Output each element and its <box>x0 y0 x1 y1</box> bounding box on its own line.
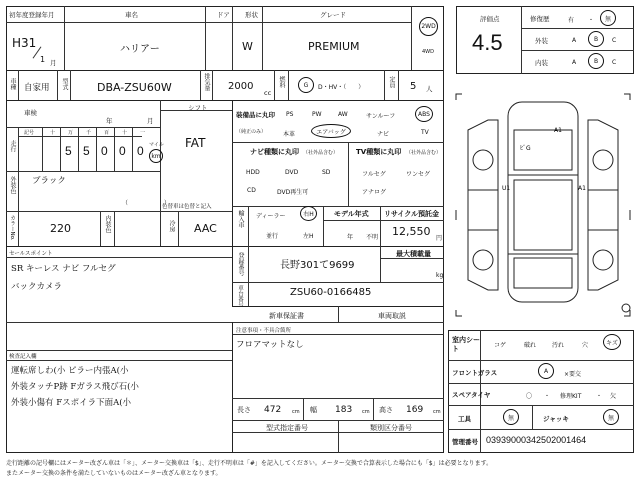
spare-kit: 修理KIT <box>560 393 582 400</box>
option-leather: 本革 <box>283 131 296 138</box>
divider <box>6 211 232 212</box>
recycle-label: リサイクル預託金 <box>384 210 440 218</box>
month-unit: 月 <box>50 59 57 67</box>
interior-color-label: 内装色 <box>104 215 111 233</box>
ac-value: AAC <box>194 222 217 235</box>
yen-unit: 円 <box>436 235 443 242</box>
divider <box>338 306 339 322</box>
odo-unit: 一 <box>140 130 146 136</box>
navi-dvd: DVD <box>285 169 299 176</box>
reg-no-value: 長野301て9699 <box>280 260 355 271</box>
door-label: ドア <box>217 11 230 19</box>
divider <box>232 432 444 433</box>
divider <box>288 70 289 100</box>
color-paren: （ ） <box>122 200 171 207</box>
ac-label: 冷房 <box>168 220 175 232</box>
divider <box>232 6 233 70</box>
seat-tear: 破れ <box>524 342 537 349</box>
capacity-label: 定員 <box>388 76 395 88</box>
inspection-month: 月 <box>147 117 154 125</box>
divider <box>232 322 233 453</box>
repair-yes: 有 <box>568 17 575 24</box>
abs-circle: ABS <box>415 106 433 122</box>
odo-digit: 5 <box>65 144 72 158</box>
divider <box>232 282 444 283</box>
spare-ok: 〇 <box>526 393 533 400</box>
reg-month: 1 <box>40 55 46 64</box>
color-value: ブラック <box>32 176 66 186</box>
km-circle: km <box>149 149 163 163</box>
shift-label: シフト <box>188 104 208 112</box>
inspection-label: 車検 <box>24 109 37 117</box>
import-parallel: 並行 <box>266 233 279 240</box>
divider <box>448 360 634 361</box>
divider <box>6 322 444 323</box>
shape-label: 形状 <box>245 11 258 19</box>
divider <box>380 206 381 246</box>
odo-unit: 万 <box>68 130 74 136</box>
notes-label: 注意事項・不具合箇所 <box>236 328 292 334</box>
kg-unit: kg <box>436 272 444 279</box>
length-label: 長さ <box>237 406 251 414</box>
interior-a: A <box>572 59 577 66</box>
width-value: 183 <box>335 405 353 415</box>
dmg-ke-g: ﾋﾞG <box>520 145 531 152</box>
exterior-a: A <box>572 37 577 44</box>
odo-digit: 5 <box>83 144 90 158</box>
divider <box>96 127 97 171</box>
color-no-label: カラーNo. <box>9 215 15 241</box>
recycle-value: 12,550 <box>392 225 431 238</box>
tools-none-circle: 無 <box>503 409 519 425</box>
cc-unit: cc <box>264 89 272 97</box>
divider <box>6 22 411 23</box>
spare-missing: 欠 <box>610 393 617 400</box>
interior-b-circle: B <box>588 53 604 69</box>
tools-label: 工具 <box>458 415 471 423</box>
option-ps: PS <box>286 111 294 118</box>
dot: ・ <box>588 17 595 24</box>
divider <box>42 127 43 171</box>
type-design-label: 型式指定番号 <box>266 424 308 432</box>
interior-c: C <box>612 59 617 66</box>
divider <box>232 100 233 246</box>
height-label: 高さ <box>379 406 393 414</box>
model-value: DBA-ZSU60W <box>97 81 172 94</box>
divider <box>521 50 634 51</box>
divider <box>384 70 385 100</box>
divider <box>6 70 444 71</box>
inspector-line3: 外装小傷有 Fスポイラ下面A(小 <box>11 398 132 408</box>
divider <box>18 171 19 211</box>
mileage-label: 走行 <box>9 140 16 152</box>
car-name-label: 車名 <box>125 11 138 19</box>
width-label: 幅 <box>310 406 317 414</box>
shift-value: FAT <box>185 136 206 150</box>
sales-point-label: セールスポイント <box>9 251 53 257</box>
divider <box>6 100 444 101</box>
divider <box>57 70 58 100</box>
interior-label: 内装 <box>535 59 548 67</box>
option-navi: ナビ <box>377 131 390 138</box>
odo-unit: 百 <box>104 130 110 136</box>
divider <box>160 110 232 111</box>
model-year-unit: 年 <box>347 234 354 241</box>
odo-digit: 0 <box>137 144 144 158</box>
divider <box>114 127 115 171</box>
exterior-c: C <box>612 37 617 44</box>
divider <box>521 6 522 74</box>
repair-no-circle: 無 <box>600 10 616 26</box>
right-hand-circle: 右H <box>300 206 317 221</box>
import-dealer: ディーラー <box>256 213 286 220</box>
navi-sd: SD <box>322 169 331 176</box>
usage-value: 自家用 <box>24 83 50 93</box>
airbag-circle: エアバッグ <box>311 124 351 138</box>
seat-hole: 穴 <box>582 342 589 349</box>
option-pw: PW <box>312 111 322 118</box>
navi-dvd-play: DVD再生可 <box>277 189 309 196</box>
model-year-label: モデル年式 <box>334 210 369 218</box>
divider <box>232 142 444 143</box>
divider <box>398 70 399 100</box>
reg-no-label: 登録番号 <box>237 252 244 276</box>
divider <box>114 211 115 246</box>
length-value: 472 <box>264 405 282 415</box>
dot: ・ <box>544 393 551 400</box>
divider <box>248 246 249 306</box>
exterior-label: 外装 <box>535 37 548 45</box>
capacity-unit: 人 <box>426 85 433 93</box>
seat-scratch-circle: キズ <box>603 334 621 350</box>
tv-oneseg: ワンセグ <box>406 171 431 178</box>
displacement-value: 2000 <box>228 81 254 92</box>
divider <box>6 257 232 258</box>
divider <box>232 206 444 207</box>
sales-point-line2: バックカメラ <box>11 282 63 292</box>
import-label: 輸入車 <box>237 210 244 228</box>
navi-label: ナビ種類に丸印 <box>250 148 299 156</box>
dmg-a1-side: A1 <box>578 185 586 192</box>
divider <box>232 398 444 399</box>
score-value: 4.5 <box>472 30 503 55</box>
jack-label: ジャッキ <box>543 415 569 423</box>
color-no-value: 220 <box>50 222 71 235</box>
divider <box>78 127 79 171</box>
tv-analog: アナログ <box>362 189 387 196</box>
divider <box>532 405 533 429</box>
color-label: 外装色 <box>9 176 16 194</box>
option-sunroof: サンルーフ <box>366 113 396 120</box>
navi-cd: CD <box>247 187 256 194</box>
divider <box>132 127 133 171</box>
model-label: 型式 <box>61 78 68 90</box>
usage-label: 車種 <box>9 78 16 90</box>
dot: ・ <box>596 393 603 400</box>
divider <box>303 398 304 420</box>
divider <box>18 136 142 137</box>
odometer-grid <box>18 127 164 171</box>
grade-value: PREMIUM <box>308 40 360 53</box>
divider <box>18 70 19 100</box>
divider <box>64 6 65 70</box>
inspector-line2: 外装タッチP跡 Fガラス飛び石(小 <box>11 382 139 392</box>
jack-none-circle: 無 <box>603 409 619 425</box>
seat-stain: 汚れ <box>552 342 565 349</box>
fuel-options: D・HV・（ ） <box>318 84 365 91</box>
mgmt-label: 管理番号 <box>452 438 478 446</box>
options-sub: （純正のみ） <box>236 129 267 135</box>
seat-label: 室内シート <box>452 336 480 353</box>
mgmt-value: 03939000342502001464 <box>486 435 587 445</box>
shape-value: W <box>242 40 253 53</box>
option-aw: AW <box>338 111 348 118</box>
divider <box>232 246 233 306</box>
divider <box>373 398 374 420</box>
warranty-label: 新車保証書 <box>269 312 304 320</box>
divider <box>448 383 634 384</box>
width-unit: cm <box>362 409 370 415</box>
odo-digit: 0 <box>101 144 108 158</box>
divider <box>212 70 213 100</box>
color-note: 色替車は色替と記入 <box>162 204 212 210</box>
car-damage-diagram <box>448 90 638 322</box>
divider <box>6 350 232 351</box>
fuel-g-circle: G <box>298 77 314 93</box>
navi-hdd: HDD <box>246 169 260 176</box>
grade-label: グレード <box>320 11 346 19</box>
chassis-label: 車台番号 <box>237 285 243 307</box>
divider <box>323 220 444 221</box>
capacity-value: 5 <box>410 81 417 92</box>
divider <box>100 211 101 246</box>
divider <box>348 142 349 206</box>
divider <box>6 171 160 172</box>
chassis-value: ZSU60-0166485 <box>290 287 372 298</box>
height-value: 169 <box>406 405 424 415</box>
divider <box>200 70 201 100</box>
inspection-year: 年 <box>106 117 113 125</box>
divider <box>70 70 71 100</box>
divider <box>323 206 324 246</box>
divider <box>60 127 61 171</box>
repair-label: 修復歴 <box>530 15 550 23</box>
divider <box>274 70 275 100</box>
divider <box>232 334 444 335</box>
inspector-label: 検査記入欄 <box>9 354 37 360</box>
drive-4wd: 4WD <box>422 49 434 55</box>
divider <box>380 246 381 282</box>
divider <box>338 420 339 453</box>
divider <box>205 6 206 70</box>
spare-label: スペアタイヤ <box>452 391 491 399</box>
divider <box>6 246 444 247</box>
length-unit: cm <box>292 409 300 415</box>
odo-unit: 十 <box>50 130 56 136</box>
exterior-b-circle: B <box>588 31 604 47</box>
score-label: 評価点 <box>480 15 500 23</box>
fuel-label: 燃料 <box>278 76 285 88</box>
glass-replace: ×要交 <box>564 371 582 378</box>
reg-year-label: 初年度登録年月 <box>9 11 55 19</box>
height-unit: cm <box>433 409 441 415</box>
reg-year: H31 <box>12 36 37 50</box>
divider <box>18 211 19 246</box>
model-year-unknown: 不明 <box>366 234 379 241</box>
notes-value: フロアマットなし <box>236 340 304 350</box>
displacement-label: 排気量 <box>203 73 210 91</box>
inspector-line1: 運転席しわ(小 ピラー内張A(小 <box>11 366 129 376</box>
navi-sub: （社外品含む） <box>303 150 339 156</box>
manual-label: 車両取説 <box>378 312 406 320</box>
dmg-a1-top: A1 <box>554 127 562 134</box>
divider <box>411 6 412 70</box>
footer-line2: またメーター交換の条件を満たしていないものはメーター改ざん車となります。 <box>6 470 222 477</box>
glass-label: フロントガラス <box>452 369 498 377</box>
divider <box>248 206 249 246</box>
record-label: 記号 <box>24 130 35 136</box>
class-label: 類別区分番号 <box>370 424 412 432</box>
option-tv: TV <box>421 129 429 136</box>
odo-digit: 0 <box>119 144 126 158</box>
drive-2wd-circle: 2WD <box>419 17 438 36</box>
footer-line1: 走行距離の記号欄にはメーター改ざん車は「＊」、メーター交換車は「$」、走行不明車は「#」を記入してください。メーター交換で合算表示した場合にも「$」は必要となります。 <box>6 460 493 467</box>
odo-unit: 十 <box>122 130 128 136</box>
seat-burn: コゲ <box>494 342 507 349</box>
import-left: 左H <box>303 233 314 240</box>
divider <box>6 360 232 361</box>
divider <box>380 258 444 259</box>
tv-label: TV種類に丸印 <box>356 148 402 156</box>
odo-unit: 千 <box>86 130 92 136</box>
divider <box>448 429 634 430</box>
dmg-u1: U1 <box>502 185 511 192</box>
divider <box>448 405 634 406</box>
divider <box>160 100 161 246</box>
divider <box>178 211 179 246</box>
max-load-label: 最大積載量 <box>396 250 431 258</box>
tv-fullseg: フルセグ <box>362 171 386 178</box>
divider <box>262 6 263 70</box>
car-name: ハリアー <box>120 44 160 55</box>
mile-label: マイル <box>149 142 164 148</box>
divider <box>521 28 634 29</box>
glass-a-circle: A <box>538 363 554 379</box>
sales-point-line1: SR キーレス ナビ フルセグ <box>11 264 116 274</box>
options-label: 装備品に丸印 <box>236 111 275 119</box>
tv-sub: （社外品含む） <box>406 150 442 156</box>
